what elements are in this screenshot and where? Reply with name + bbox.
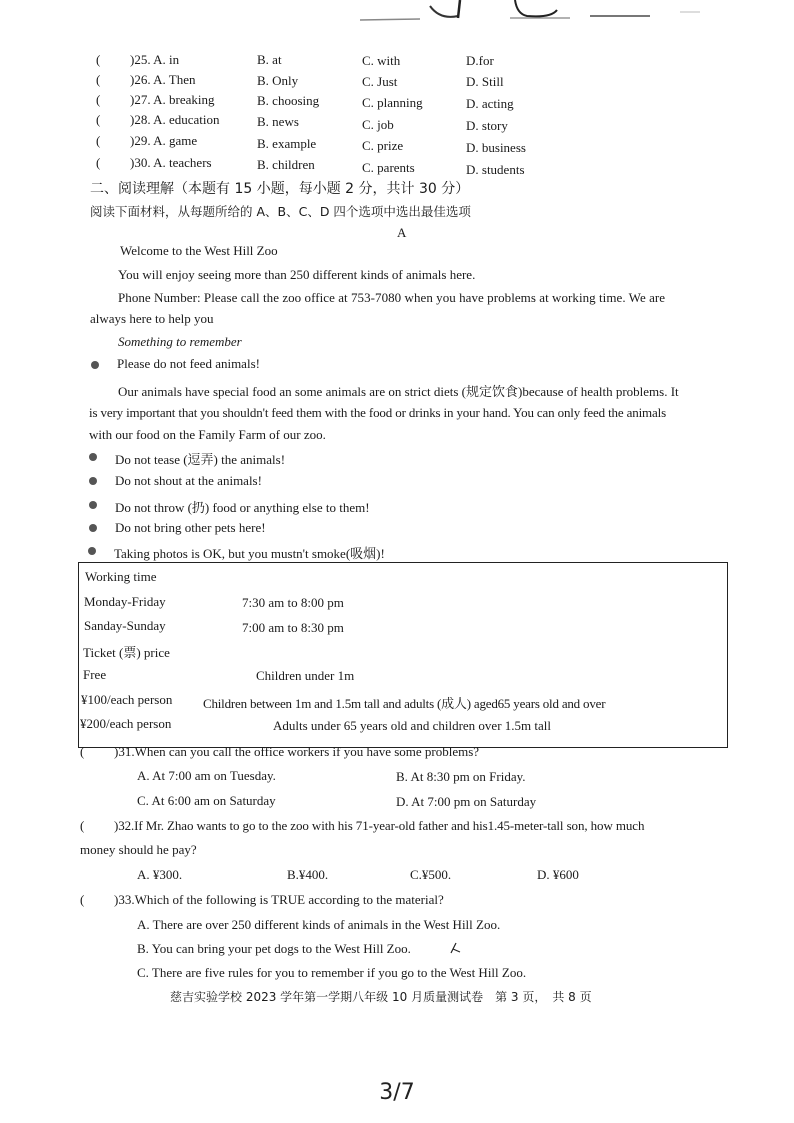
bullet-icon	[89, 453, 97, 461]
remember-heading: Something to remember	[118, 334, 242, 349]
enjoy-line: You will enjoy seeing more than 250 different kinds of animals here.	[118, 267, 476, 282]
q32-option-c: C.¥500.	[410, 867, 452, 882]
option-c: C. with	[362, 53, 401, 68]
price-100-value: Children between 1m and 1.5m tall and adults (成人) aged65 years old and over	[203, 696, 606, 711]
option-b: B. choosing	[257, 93, 320, 108]
mon-fri-hours: 7:30 am to 8:00 pm	[242, 595, 344, 610]
option-b: B. at	[257, 52, 282, 67]
option-d: D.for	[466, 53, 494, 68]
option-c: C. parents	[362, 160, 415, 175]
mon-fri-label: Monday-Friday	[84, 594, 166, 609]
q32-option-a: A. ¥300.	[137, 867, 183, 882]
choice-row: (	[96, 52, 101, 67]
option-c: C. Just	[362, 74, 398, 89]
q31-option-d: D. At 7:00 pm on Saturday	[396, 794, 537, 809]
choice-paren: (	[96, 92, 101, 107]
choice-num: )28. A. education	[130, 112, 220, 127]
choice-paren: (	[96, 155, 101, 170]
rule-shout: Do not shout at the animals!	[115, 473, 262, 488]
bullet-icon	[89, 501, 97, 509]
q31-paren: (	[80, 744, 85, 759]
q33-option-b: B. You can bring your pet dogs to the West Hill Zoo.	[137, 941, 411, 956]
page-footer: 慈吉实验学校 2023 学年第一学期八年级 10 月质量测试卷 第 3 页， 共 8 页	[170, 990, 592, 1004]
q33-option-c: C. There are five rules for you to remember if you go to the West Hill Zoo.	[137, 965, 527, 980]
free-label: Free	[83, 667, 107, 682]
phone-line-1: Phone Number: Please call the zoo office at 753-7080 when you have problems at working time. We are	[118, 290, 666, 305]
q32-stem-line-2: money should he pay?	[80, 842, 197, 857]
q33-option-a: A. There are over 250 different kinds of animals in the West Hill Zoo.	[137, 917, 501, 932]
price-100-label: ¥100/each person	[81, 692, 173, 707]
choice-row: )25. A. in	[130, 52, 180, 67]
bullet-icon	[89, 477, 97, 485]
para-line-1: Our animals have special food an some animals are on strict diets (规定饮食)because of health problems. It	[118, 384, 679, 399]
option-b: B. example	[257, 136, 317, 151]
choice-paren: (	[96, 133, 101, 148]
free-value: Children under 1m	[256, 668, 355, 683]
option-c: C. job	[362, 117, 394, 132]
option-b: B. Only	[257, 73, 299, 88]
rule-tease: Do not tease (逗弄) the animals!	[115, 452, 286, 467]
welcome-line: Welcome to the West Hill Zoo	[120, 243, 278, 258]
option-d: D. story	[466, 118, 508, 133]
choice-paren: (	[96, 112, 101, 127]
price-200-label: ¥200/each person	[80, 716, 172, 731]
option-c: C. prize	[362, 138, 404, 153]
rule-feed: Please do not feed animals!	[117, 356, 260, 371]
q33-stem: )33.Which of the following is TRUE according to the material?	[114, 892, 444, 907]
price-200-value: Adults under 65 years old and children over 1.5m tall	[273, 718, 551, 733]
q31-stem: )31.When can you call the office workers if you have some problems?	[114, 744, 480, 759]
section-instruction: 阅读下面材料，从每题所给的 A、B、C、D 四个选项中选出最佳选项	[90, 204, 471, 219]
option-b: B. news	[257, 114, 299, 129]
sat-sun-hours: 7:00 am to 8:30 pm	[242, 620, 344, 635]
option-b: B. children	[257, 157, 315, 172]
q31-option-c: C. At 6:00 am on Saturday	[137, 793, 276, 808]
section-title: 二、阅读理解（本题有 15 小题，每小题 2 分，共计 30 分）	[90, 181, 470, 197]
bullet-icon	[91, 361, 99, 369]
q33-paren: (	[80, 892, 85, 907]
choice-num: )30. A. teachers	[130, 155, 212, 170]
option-d: D. business	[466, 140, 526, 155]
rule-photos: Taking photos is OK, but you mustn't smoke(吸烟)!	[114, 546, 385, 561]
q31-option-a: A. At 7:00 am on Tuesday.	[137, 768, 276, 783]
choice-num: )27. A. breaking	[130, 92, 215, 107]
sat-sun-label: Sanday-Sunday	[84, 618, 166, 633]
q32-paren: (	[80, 818, 85, 833]
para-line-3: with our food on the Family Farm of our zoo.	[89, 427, 326, 442]
q32-stem-line-1: )32.If Mr. Zhao wants to go to the zoo with his 71-year-old father and his1.45-meter-tall son, how much	[114, 818, 645, 833]
ticket-label: Ticket (票) price	[83, 645, 170, 660]
option-d: D. students	[466, 162, 525, 177]
q32-option-b: B.¥400.	[287, 867, 329, 882]
passage-label: A	[397, 225, 407, 240]
bullet-icon	[88, 547, 96, 555]
working-time-label: Working time	[85, 569, 157, 584]
q31-option-b: B. At 8:30 pm on Friday.	[396, 769, 526, 784]
phone-line-2: always here to help you	[90, 311, 214, 326]
scan-artifact	[360, 0, 760, 26]
bullet-icon	[89, 524, 97, 532]
choice-num: )26. A. Then	[130, 72, 196, 87]
choice-num: )29. A. game	[130, 133, 198, 148]
page-indicator: 3/7	[379, 1080, 415, 1105]
para-line-2: is very important that you shouldn't feed them with the food or drinks in your hand. You can only feed the animals	[89, 405, 667, 420]
choice-paren: (	[96, 72, 101, 87]
rule-throw: Do not throw (扔) food or anything else to them!	[115, 500, 370, 515]
pen-mark	[448, 941, 462, 955]
option-d: D. acting	[466, 96, 514, 111]
option-d: D. Still	[466, 74, 504, 89]
option-c: C. planning	[362, 95, 423, 110]
rule-pets: Do not bring other pets here!	[115, 520, 266, 535]
q32-option-d: D. ¥600	[537, 867, 579, 882]
